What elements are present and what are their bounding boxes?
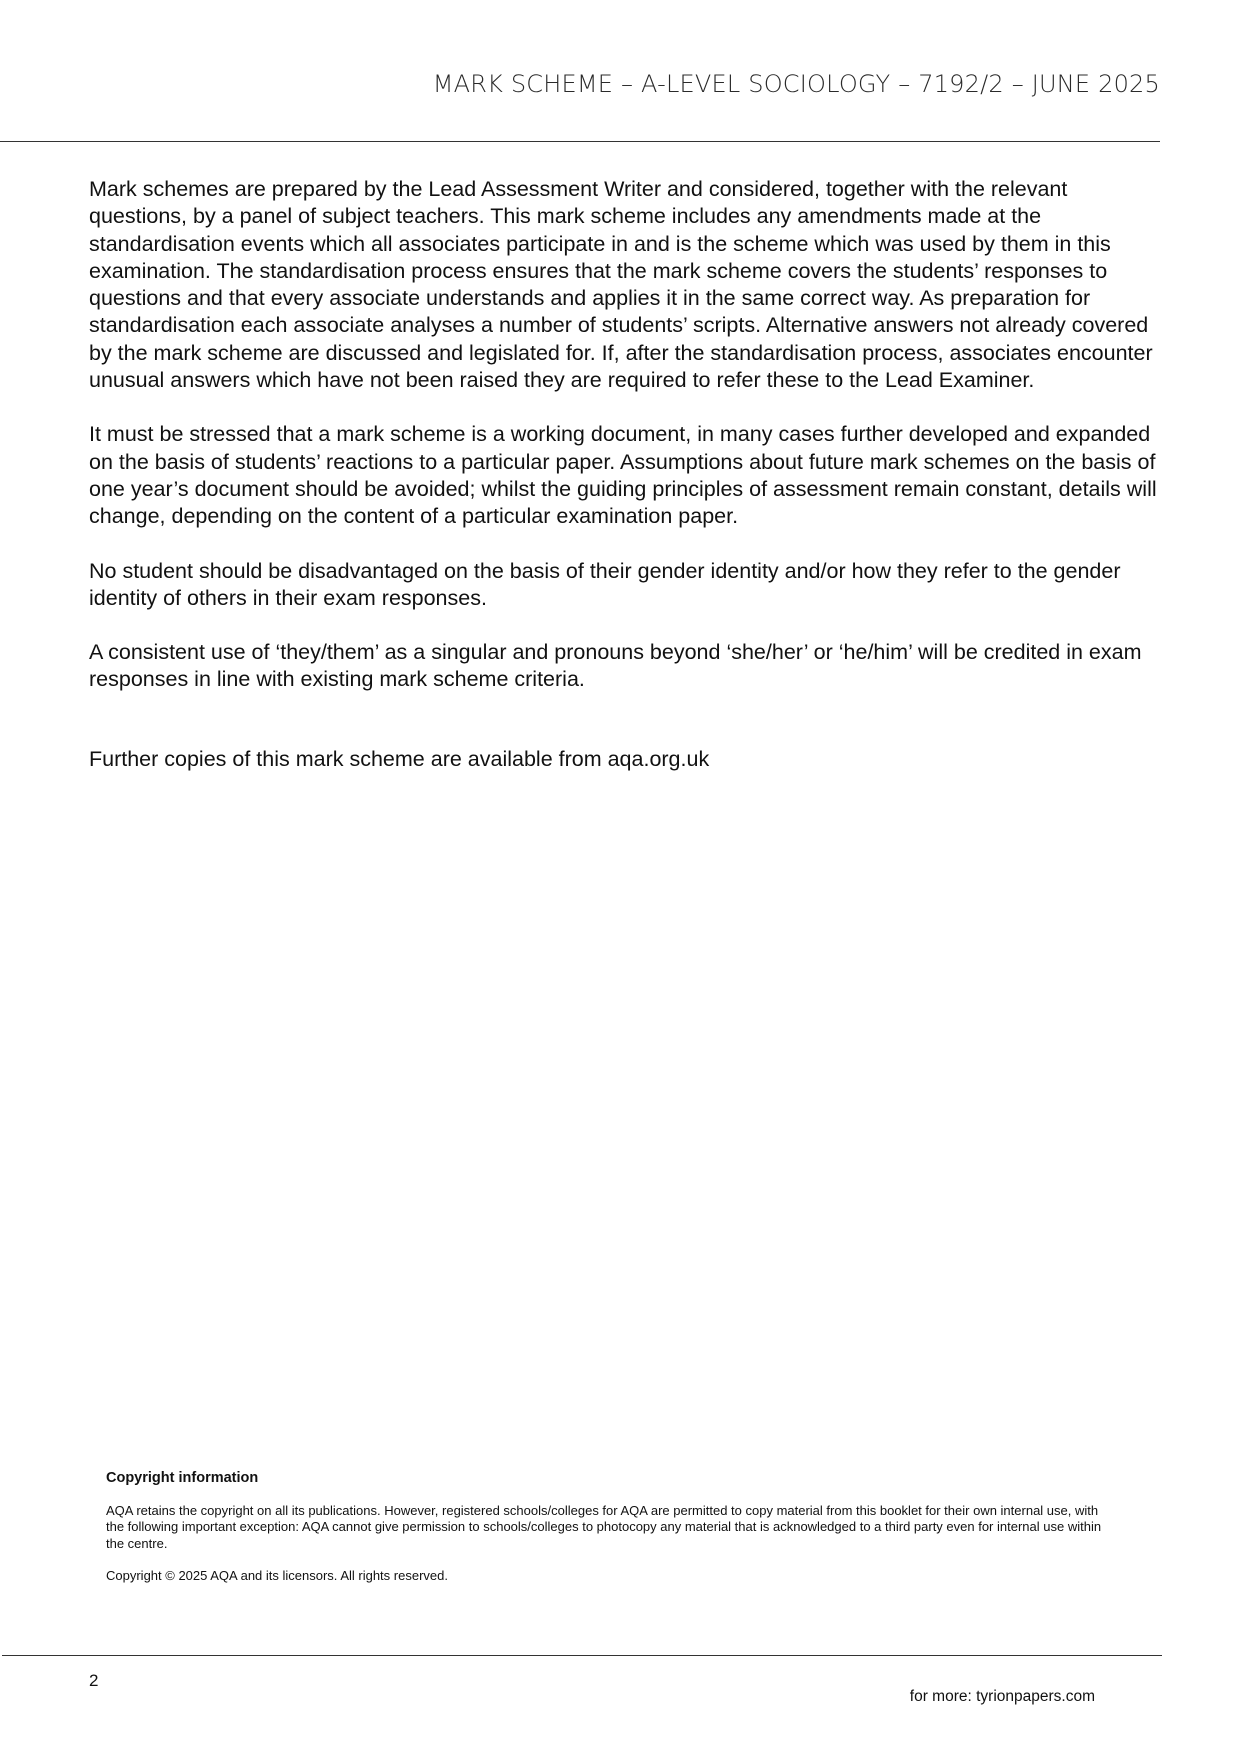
copyright-heading: Copyright information [106, 1470, 259, 1486]
paragraph-pronouns: A consistent use of ‘they/them’ as a singular and pronouns beyond ‘she/her’ or ‘he/him’ will be credited in exam responses in line with existing mark scheme criteria. [89, 640, 1142, 692]
copyright-statement: Copyright © 2025 AQA and its licensors. All rights reserved. [106, 1568, 448, 1583]
paragraph-further-copies: Further copies of this mark scheme are available from aqa.org.uk [89, 746, 710, 771]
page-number: 2 [89, 1671, 99, 1690]
copyright-section [106, 1470, 1116, 1601]
paragraph-working-document: It must be stressed that a mark scheme is a working document, in many cases further developed and expanded on the basis of students’ reactions to a particular paper. Assumptions about future mark schemes on the basis of one year’s document should be avoided; whilst the guiding principles of assessment remain constant, details will change, depending on the content of a particular examination paper. [89, 422, 1157, 529]
footer-note: for more: tyrionpapers.com [909, 1688, 1095, 1705]
page-header-title: MARK SCHEME – A-LEVEL SOCIOLOGY – 7192/2 – JUNE 2025 [432, 70, 1160, 98]
paragraph-mark-scheme-preparation: Mark schemes are prepared by the Lead Assessment Writer and considered, together with the relevant questions, by a panel of subject teachers. This mark scheme includes any amendments made at the standardisation events which all associates participate in and is the scheme which was used by them in this examination. The standardisation process ensures that the mark scheme covers the students’ responses to questions and that every associate understands and applies it in the same correct way. As preparation for standardisation each associate analyses a number of students’ scripts. Alternative answers not already covered by the mark scheme are discussed and legislated for. If, after the standardisation process, associates encounter unusual answers which have not been raised they are required to refer these to the Lead Examiner. [89, 177, 1153, 393]
header-divider [0, 141, 1160, 142]
footer-divider [2, 1655, 1162, 1656]
copyright-notice: AQA retains the copyright on all its publications. However, registered schools/colleges for AQA are permitted to copy material from this booklet for their own internal use, with the following important exception: AQA cannot give permission to schools/colleges to photocopy any material that is acknowledged to a third party even for internal use within the centre. [106, 1502, 1102, 1551]
main-body [89, 176, 1164, 800]
paragraph-gender-identity: No student should be disadvantaged on the basis of their gender identity and/or how they refer to the gender identity of others in their exam responses. [89, 558, 1121, 610]
